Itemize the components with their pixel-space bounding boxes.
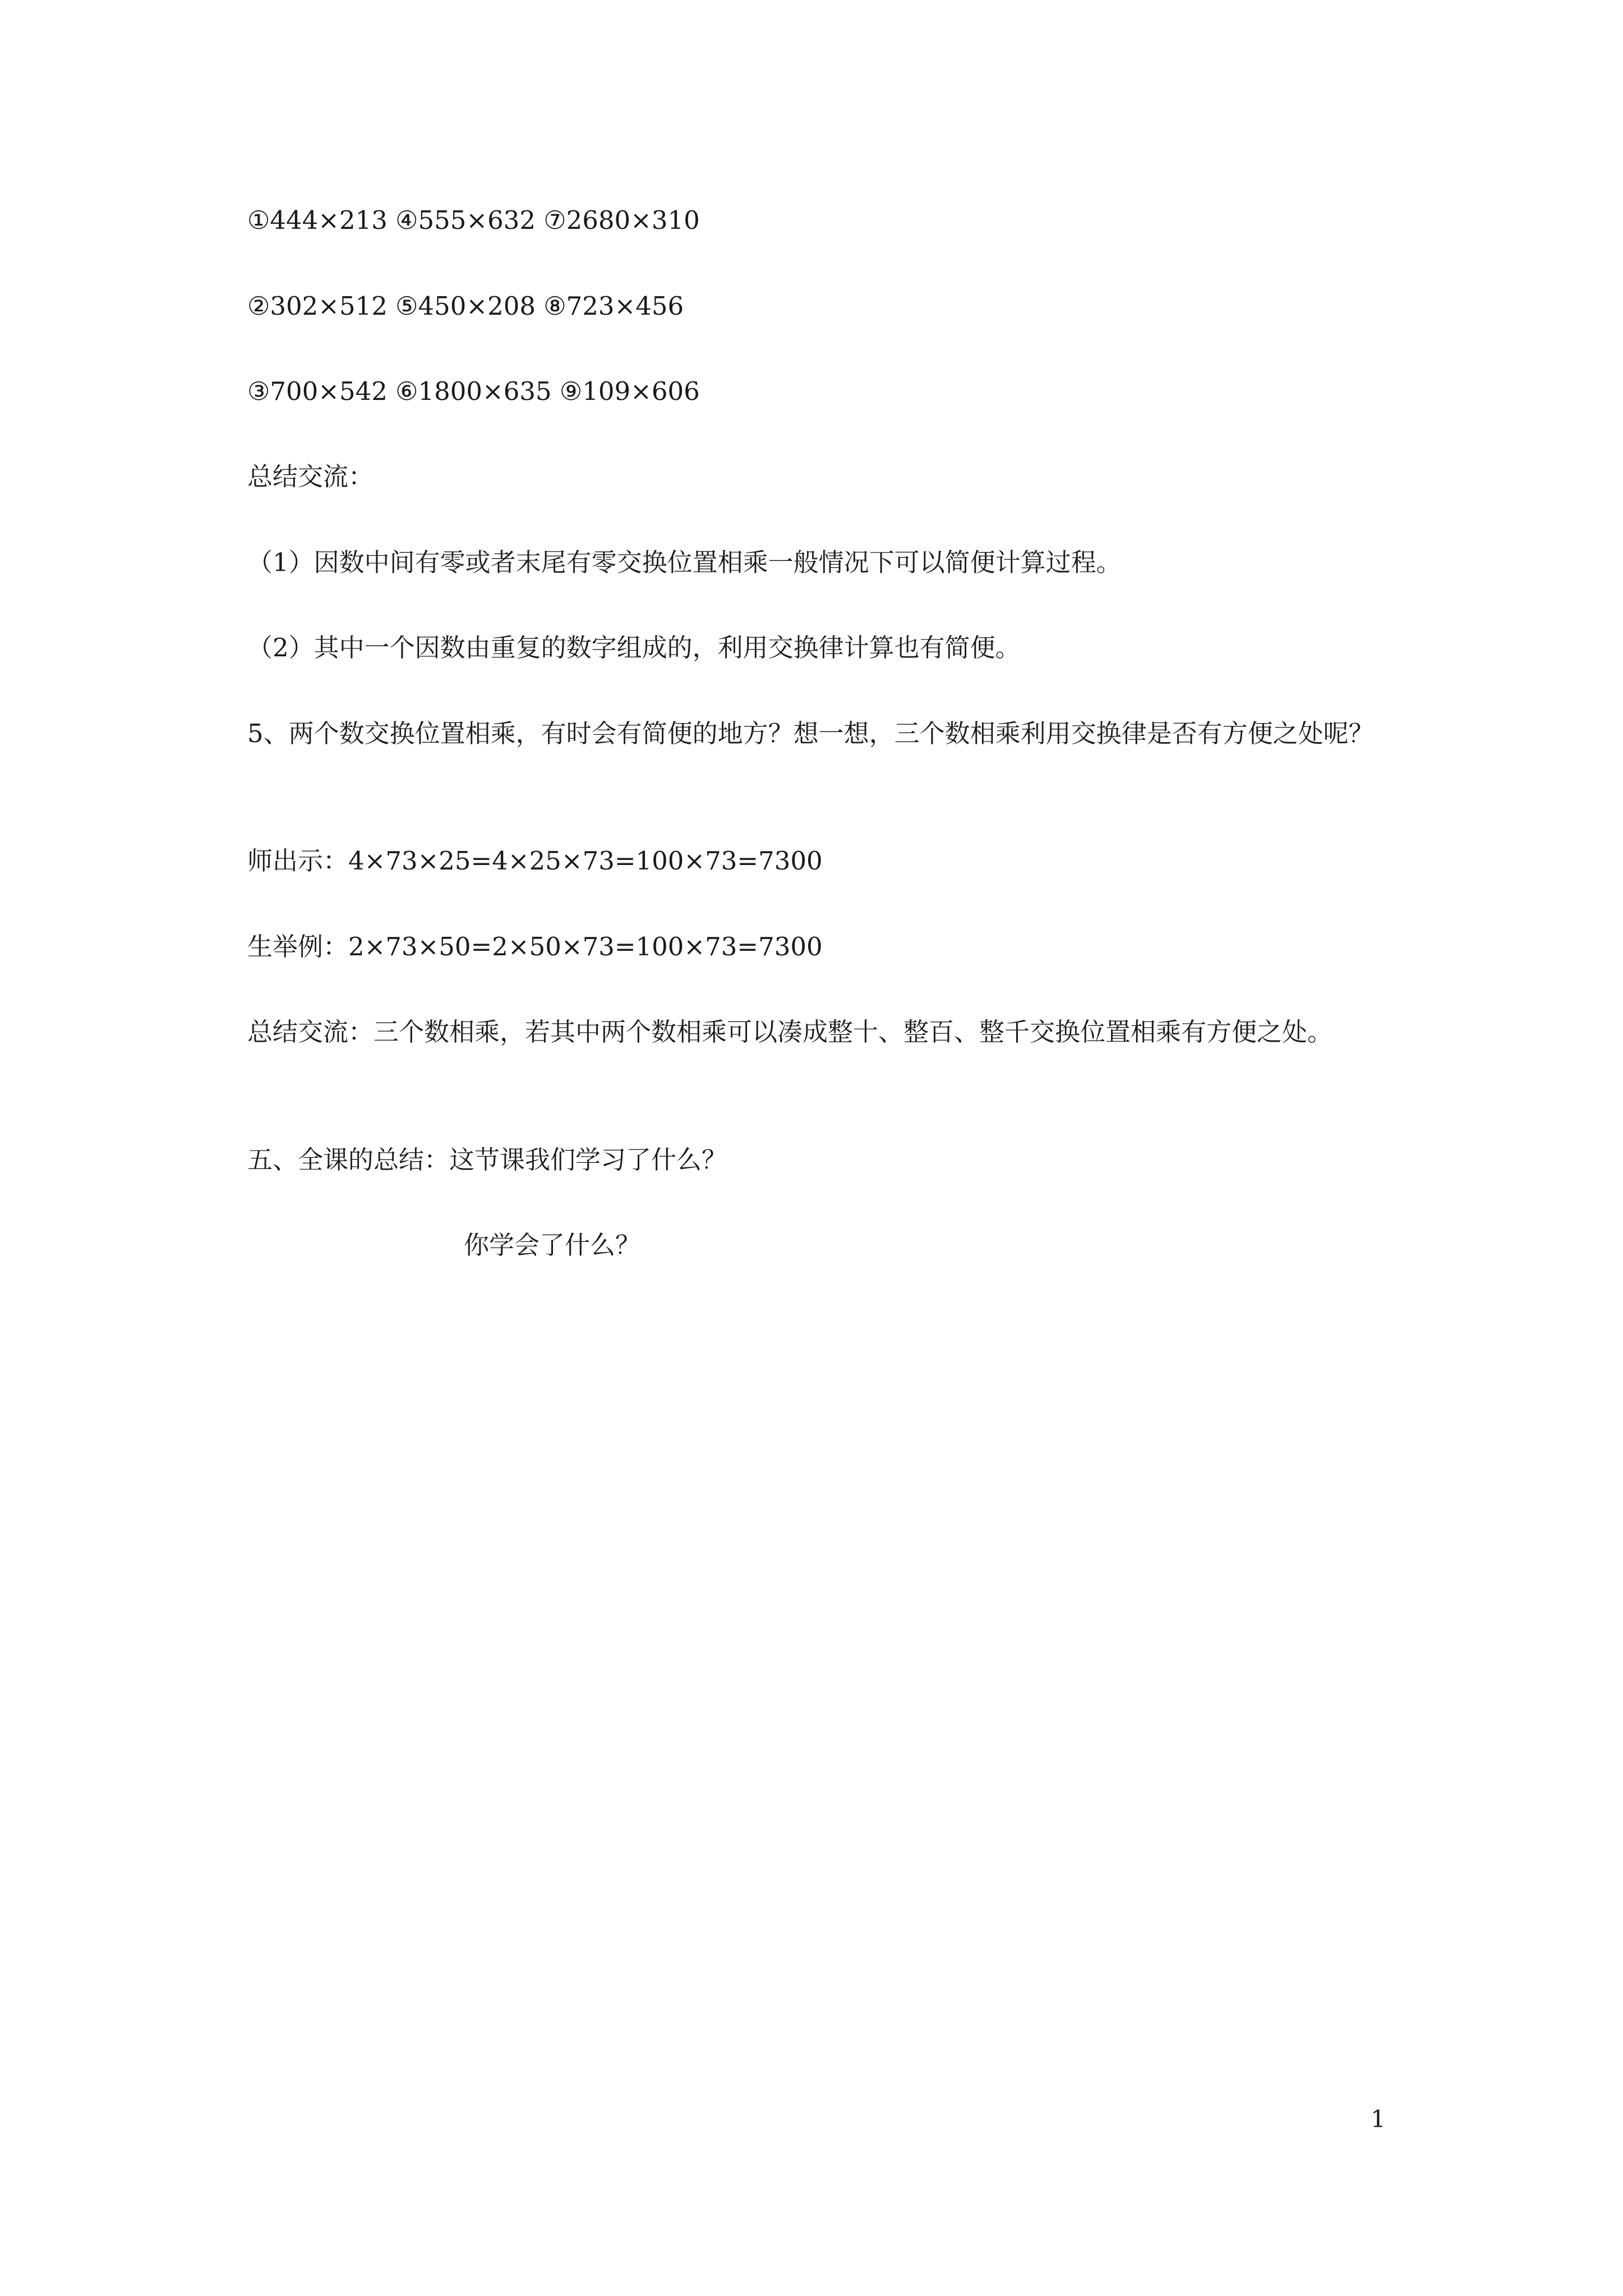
summary-point-1: （1）因数中间有零或者末尾有零交换位置相乘一般情况下可以简便计算过程。 <box>247 547 1122 577</box>
section-5-summary: 总结交流：三个数相乘，若其中两个数相乘可以凑成整十、整百、整千交换位置相乘有方便之处。 <box>247 1017 1333 1047</box>
summary-heading: 总结交流： <box>247 462 374 491</box>
student-example: 生举例：2×73×50=2×50×73=100×73=7300 <box>247 932 823 961</box>
teacher-example: 师出示：4×73×25=4×25×73=100×73=7300 <box>247 846 823 876</box>
exercise-row-2: ②302×512 ⑤450×208 ⑧723×456 <box>247 291 684 321</box>
exercise-row-1: ①444×213 ④555×632 ⑦2680×310 <box>247 205 700 235</box>
summary-point-2: （2）其中一个因数由重复的数字组成的，利用交换律计算也有简便。 <box>247 633 1021 662</box>
exercise-row-3: ③700×542 ⑥1800×635 ⑨109×606 <box>247 376 700 406</box>
page-number: 1 <box>1371 2105 1386 2133</box>
section-5-question: 5、两个数交换位置相乘，有时会有简便的地方？想一想，三个数相乘利用交换律是否有方便之处呢？ <box>247 719 1374 748</box>
final-summary-heading: 五、全课的总结：这节课我们学习了什么？ <box>247 1145 727 1175</box>
final-summary-followup: 你学会了什么？ <box>464 1230 641 1260</box>
